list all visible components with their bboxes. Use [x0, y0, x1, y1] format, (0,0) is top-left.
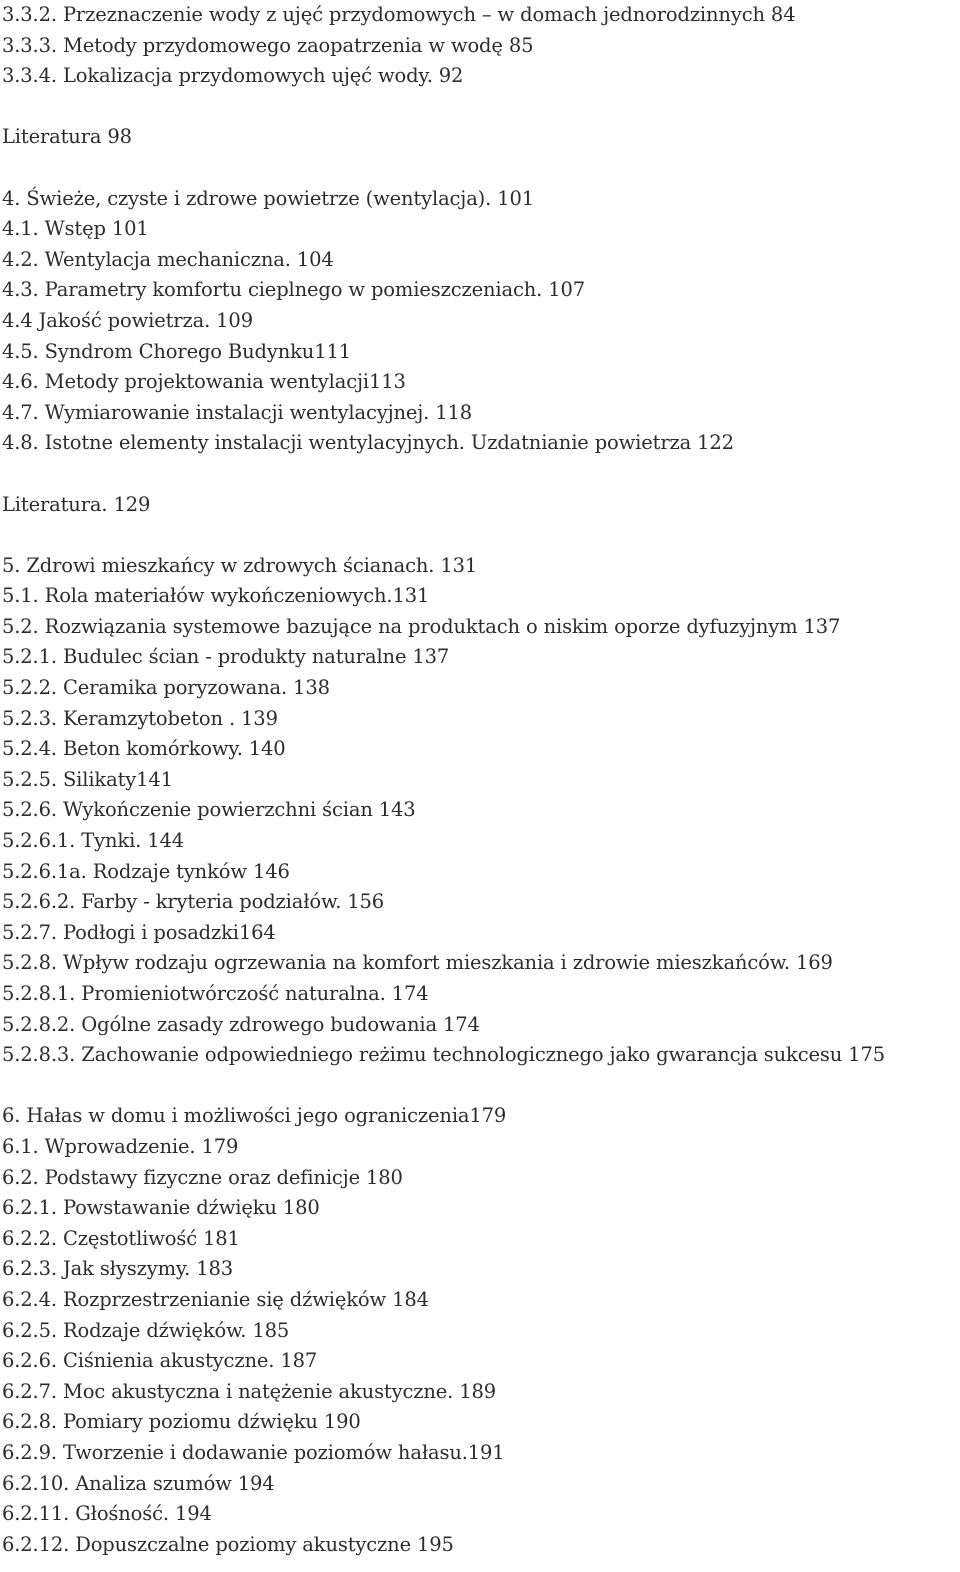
toc-entry: 5.2.1. Budulec ścian - produkty naturalne 137 — [2, 645, 450, 669]
toc-entry: 6.2.12. Dopuszczalne poziomy akustyczne 195 — [2, 1532, 454, 1556]
toc-entry: 5.2.2. Ceramika poryzowana. 138 — [2, 676, 330, 700]
toc-entry: 4. Świeże, czyste i zdrowe powietrze (wentylacja). 101 — [2, 186, 535, 210]
toc-entry: 4.6. Metody projektowania wentylacji113 — [2, 370, 406, 394]
toc-entry: 5.2.7. Podłogi i posadzki164 — [2, 920, 276, 944]
toc-entry: 6.2.8. Pomiary poziomu dźwięku 190 — [2, 1410, 361, 1434]
toc-entry: 6.2.7. Moc akustyczna i natężenie akustyczne. 189 — [2, 1379, 497, 1403]
toc-entry: 6. Hałas w domu i możliwości jego ograniczenia179 — [2, 1104, 507, 1128]
table-of-contents — [2, 0, 958, 1560]
toc-entry: 5.2.5. Silikaty141 — [2, 767, 173, 791]
toc-entry: 5.2.8.1. Promieniotwórczość naturalna. 174 — [2, 982, 429, 1005]
toc-entry: 5.2.6. Wykończenie powierzchni ścian 143 — [2, 798, 416, 822]
toc-entry: 6.2.6. Ciśnienia akustyczne. 187 — [2, 1349, 318, 1373]
toc-entry: 4.4 Jakość powietrza. 109 — [2, 308, 253, 332]
toc-entry: 6.2.9. Tworzenie i dodawanie poziomów hałasu.191 — [2, 1440, 505, 1464]
toc-entry: 4.8. Istotne elementy instalacji wentylacyjnych. Uzdatnianie powietrza 122 — [2, 431, 734, 455]
toc-entry: 4.3. Parametry komfortu cieplnego w pomieszczeniach. 107 — [2, 278, 585, 302]
toc-entry: 6.2.1. Powstawanie dźwięku 180 — [2, 1196, 320, 1220]
toc-entry: 4.1. Wstęp 101 — [2, 217, 149, 241]
toc-entry: 5.1. Rola materiałów wykończeniowych.131 — [2, 584, 430, 608]
toc-entry: 5.2.6.1a. Rodzaje tynków 146 — [2, 859, 290, 883]
toc-entry: Literatura 98 — [2, 125, 132, 149]
toc-entry: 5.2.4. Beton komórkowy. 140 — [2, 737, 286, 761]
toc-entry: 3.3.4. Lokalizacja przydomowych ujęć wody. 92 — [2, 64, 464, 88]
toc-entry: 6.2.2. Częstotliwość 181 — [2, 1226, 240, 1250]
toc-entry: 6.2. Podstawy fizyczne oraz definicje 180 — [2, 1165, 403, 1189]
toc-entry: 4.5. Syndrom Chorego Budynku111 — [2, 339, 351, 363]
toc-entry: 5.2.6.1. Tynki. 144 — [2, 829, 185, 853]
toc-entry: 5. Zdrowi mieszkańcy w zdrowych ścianach. 131 — [2, 553, 478, 577]
toc-entry: 3.3.2. Przeznaczenie wody z ujęć przydomowych – w domach jednorodzinnych 84 — [2, 3, 796, 26]
toc-entry: 6.1. Wprowadzenie. 179 — [2, 1134, 239, 1158]
toc-entry: 4.7. Wymiarowanie instalacji wentylacyjnej. 118 — [2, 400, 473, 424]
toc-entry: 5.2.6.2. Farby - kryteria podziałów. 156 — [2, 890, 385, 914]
toc-entry: 6.2.4. Rozprzestrzenianie się dźwięków 184 — [2, 1287, 429, 1311]
toc-entry: 5.2.3. Keramzytobeton . 139 — [2, 706, 278, 730]
toc-entry: 6.2.3. Jak słyszymy. 183 — [2, 1257, 234, 1281]
toc-entry: 5.2.8.2. Ogólne zasady zdrowego budowania 174 — [2, 1012, 480, 1036]
toc-entry: 6.2.10. Analiza szumów 194 — [2, 1471, 275, 1495]
toc-entry: 6.2.5. Rodzaje dźwięków. 185 — [2, 1318, 290, 1342]
toc-entry: 5.2.8.3. Zachowanie odpowiedniego reżimu technologicznego jako gwarancja sukcesu 175 — [2, 1043, 885, 1067]
toc-entry: Literatura. 129 — [2, 492, 151, 516]
toc-entry: 6.2.11. Głośność. 194 — [2, 1502, 212, 1526]
toc-entry: 5.2. Rozwiązania systemowe bazujące na produktach o niskim oporze dyfuzyjnym 137 — [2, 614, 841, 638]
toc-entry: 3.3.3. Metody przydomowego zaopatrzenia w wodę 85 — [2, 33, 534, 57]
toc-entry: 5.2.8. Wpływ rodzaju ogrzewania na komfort mieszkania i zdrowie mieszkańców. 169 — [2, 951, 833, 975]
toc-entry: 4.2. Wentylacja mechaniczna. 104 — [2, 247, 334, 271]
